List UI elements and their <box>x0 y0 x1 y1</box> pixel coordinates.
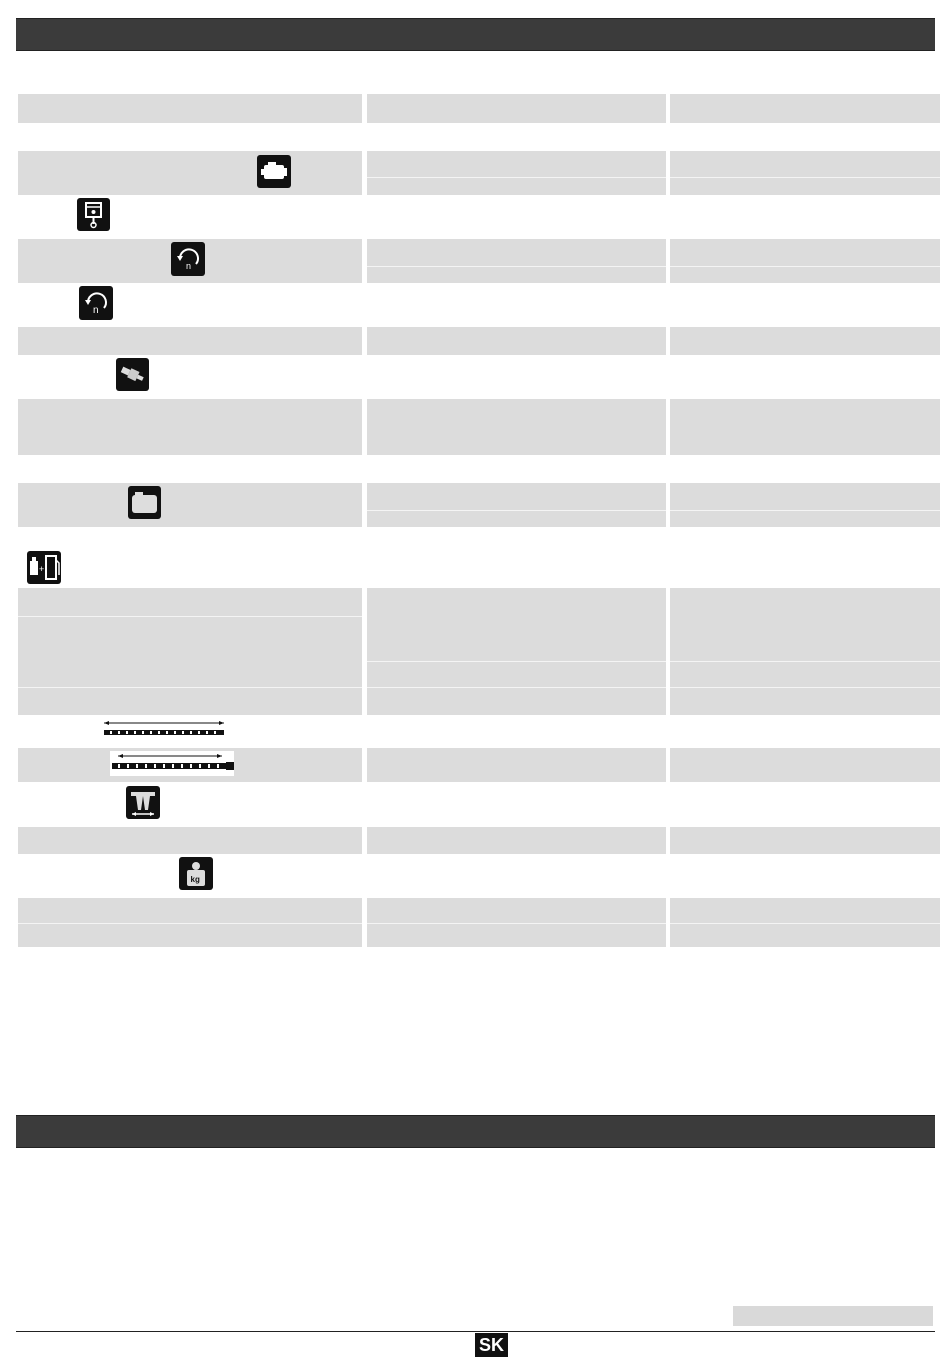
table-cell <box>367 151 666 195</box>
table-cell <box>18 94 362 123</box>
table-cell <box>367 399 666 455</box>
table-cell <box>670 588 940 715</box>
table-cell <box>670 151 940 195</box>
weight-icon <box>179 857 213 890</box>
section-bar <box>16 1115 935 1148</box>
svg-text:kg: kg <box>190 875 200 884</box>
svg-text:n: n <box>93 305 99 316</box>
table-cell <box>18 827 362 854</box>
table-cell <box>18 399 362 455</box>
table-cell <box>670 94 940 123</box>
table-cell <box>670 327 940 355</box>
table-cell <box>670 748 940 782</box>
table-cell <box>18 588 362 715</box>
engine-icon <box>257 155 291 188</box>
header-bar <box>16 18 935 51</box>
table-cell <box>367 483 666 527</box>
table-cell <box>670 399 940 455</box>
table-cell <box>670 483 940 527</box>
table-cell <box>367 239 666 283</box>
svg-text:n: n <box>186 261 192 271</box>
fuel-oil-mix-icon <box>27 551 61 584</box>
language-badge: SK <box>475 1333 508 1357</box>
table-cell <box>18 327 362 355</box>
table-cell <box>367 748 666 782</box>
table-cell <box>367 588 666 715</box>
table-cell <box>367 94 666 123</box>
table-cell <box>18 151 362 195</box>
spark-plug-icon <box>116 358 149 391</box>
cutting-length-icon <box>102 718 226 742</box>
fuel-tank-icon <box>128 486 161 519</box>
rated-speed-icon <box>79 286 113 320</box>
svg-text:+: + <box>39 564 45 574</box>
table-cell <box>18 483 362 527</box>
footer-divider <box>16 1331 935 1332</box>
idle-speed-icon <box>171 242 205 276</box>
table-cell <box>367 827 666 854</box>
page-number-box <box>733 1306 933 1326</box>
tooth-spacing-icon <box>126 786 160 819</box>
table-cell <box>367 327 666 355</box>
piston-icon <box>77 198 110 231</box>
blade-length-icon <box>110 751 234 776</box>
table-cell <box>670 827 940 854</box>
table-cell <box>670 239 940 283</box>
